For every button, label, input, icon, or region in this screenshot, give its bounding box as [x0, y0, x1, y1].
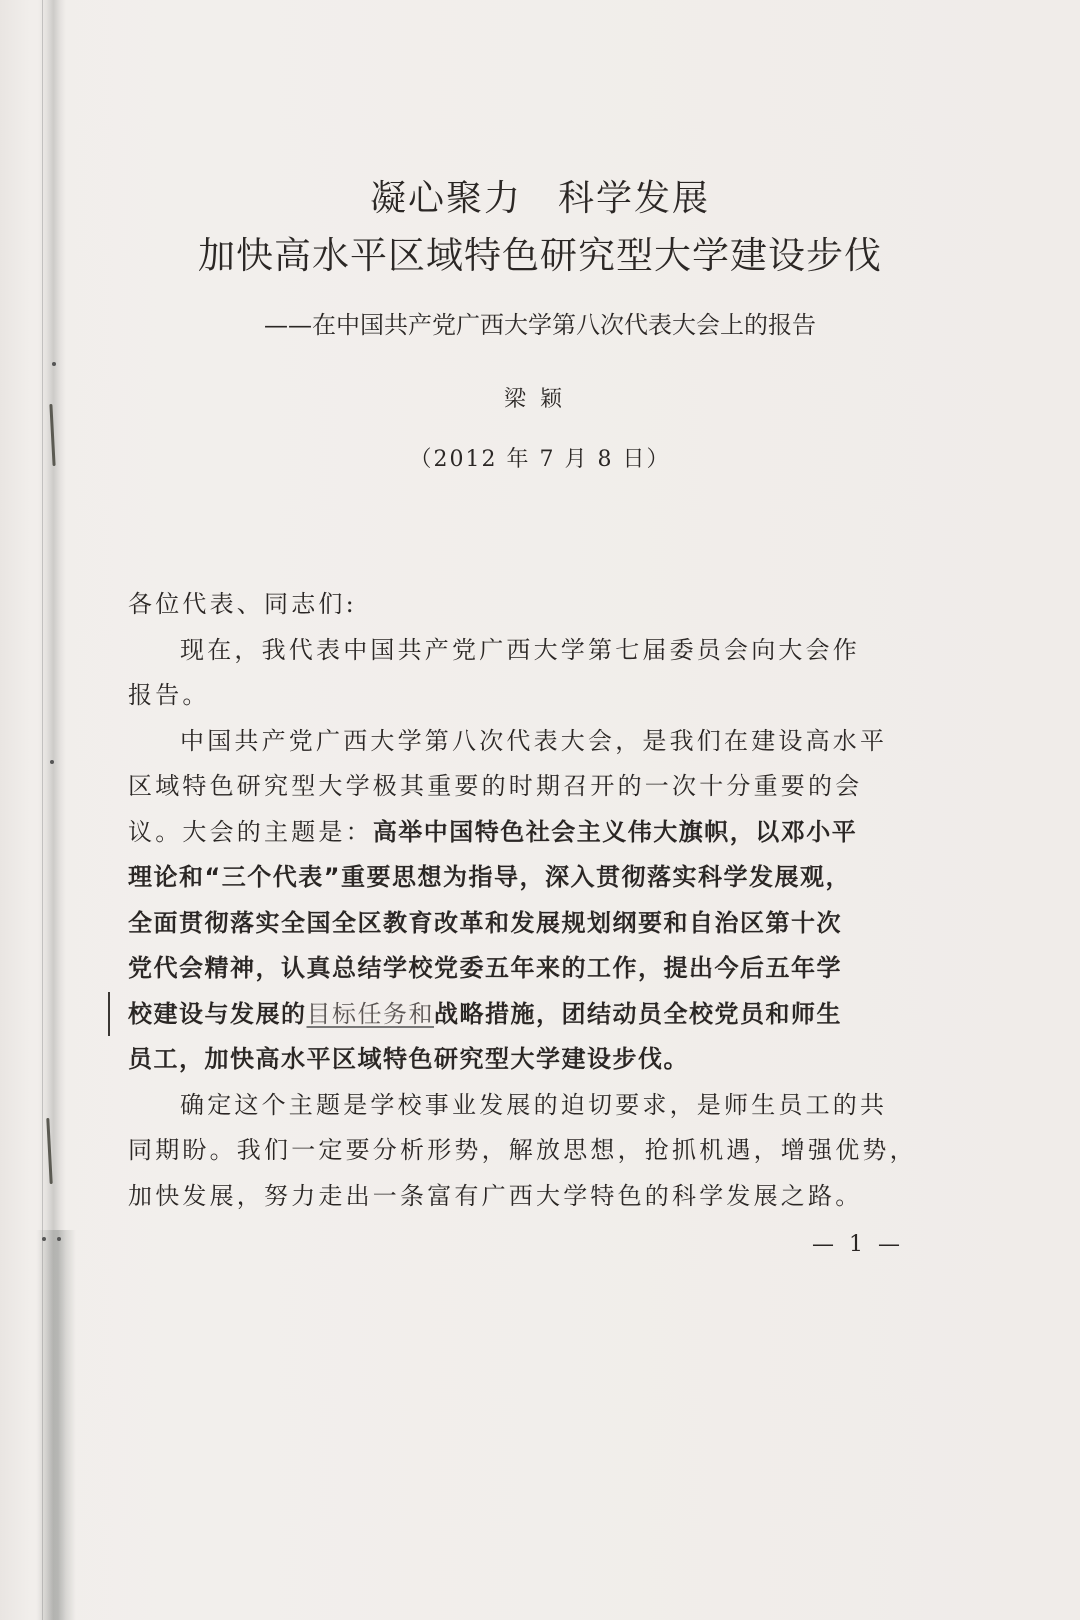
theme-text-line	[128, 992, 898, 1038]
page-number: — 1 —	[812, 1232, 904, 1257]
punch-mark	[52, 362, 56, 366]
document-body	[128, 582, 917, 1219]
title-line-1	[0, 170, 1080, 221]
theme-text: 高举中国特色社会主义伟大旗帜，以邓小平	[372, 817, 858, 846]
underlined-text: 目标任务和	[306, 999, 434, 1028]
author: 梁颖	[503, 387, 576, 412]
theme-text-line: 员工，加快高水平区域特色研究型大学建设步伐。	[128, 1045, 689, 1073]
theme-intro: 议。大会的主题是：	[128, 817, 373, 846]
paragraph-2-line	[128, 810, 898, 856]
subtitle: ——在中国共产党广西大学第八次代表大会上的报告	[264, 311, 816, 339]
theme-text-line: 理论和“三个代表”重要思想为指导，深入贯彻落实科学发展观，	[128, 863, 852, 891]
paragraph-3-line: 确定这个主题是学校事业发展的迫切要求，是师生员工的共	[180, 1090, 888, 1119]
theme-text-part: 校建设与发展的	[128, 999, 307, 1028]
title-line-1-part-1: 凝心聚力	[369, 178, 522, 219]
theme-text-line: 党代会精神，认真总结学校党委五年来的工作，提出今后五年学	[128, 954, 842, 982]
paragraph-2-line: 中国共产党广西大学第八次代表大会，是我们在建设高水平	[180, 726, 888, 755]
theme-text-part: 战略措施，团结动员全校党员和师生	[434, 999, 842, 1028]
salutation: 各位代表、同志们:	[128, 590, 357, 618]
paragraph-1-line: 报告。	[128, 681, 210, 709]
paragraph-3-line: 加快发展，努力走出一条富有广西大学特色的科学发展之路。	[128, 1181, 863, 1210]
theme-text-line: 全面贯彻落实全国全区教育改革和发展规划纲要和自治区第十次	[128, 908, 842, 937]
punch-mark	[57, 1237, 61, 1241]
margin-revision-bar	[108, 992, 110, 1036]
paragraph-2-line: 区域特色研究型大学极其重要的时期召开的一次十分重要的会	[128, 772, 863, 800]
punch-mark	[42, 1237, 46, 1241]
punch-mark	[50, 760, 54, 764]
paragraph-3-line: 同期盼。我们一定要分析形势，解放思想，抢抓机遇，增强优势，	[128, 1136, 917, 1164]
date: （2012 年 7 月 8 日）	[409, 447, 671, 472]
title-line-2: 加快高水平区域特色研究型大学建设步伐	[198, 234, 882, 277]
paragraph-1-line: 现在，我代表中国共产党广西大学第七届委员会向大会作	[180, 635, 860, 664]
title-line-1-part-2: 科学发展	[558, 178, 711, 219]
